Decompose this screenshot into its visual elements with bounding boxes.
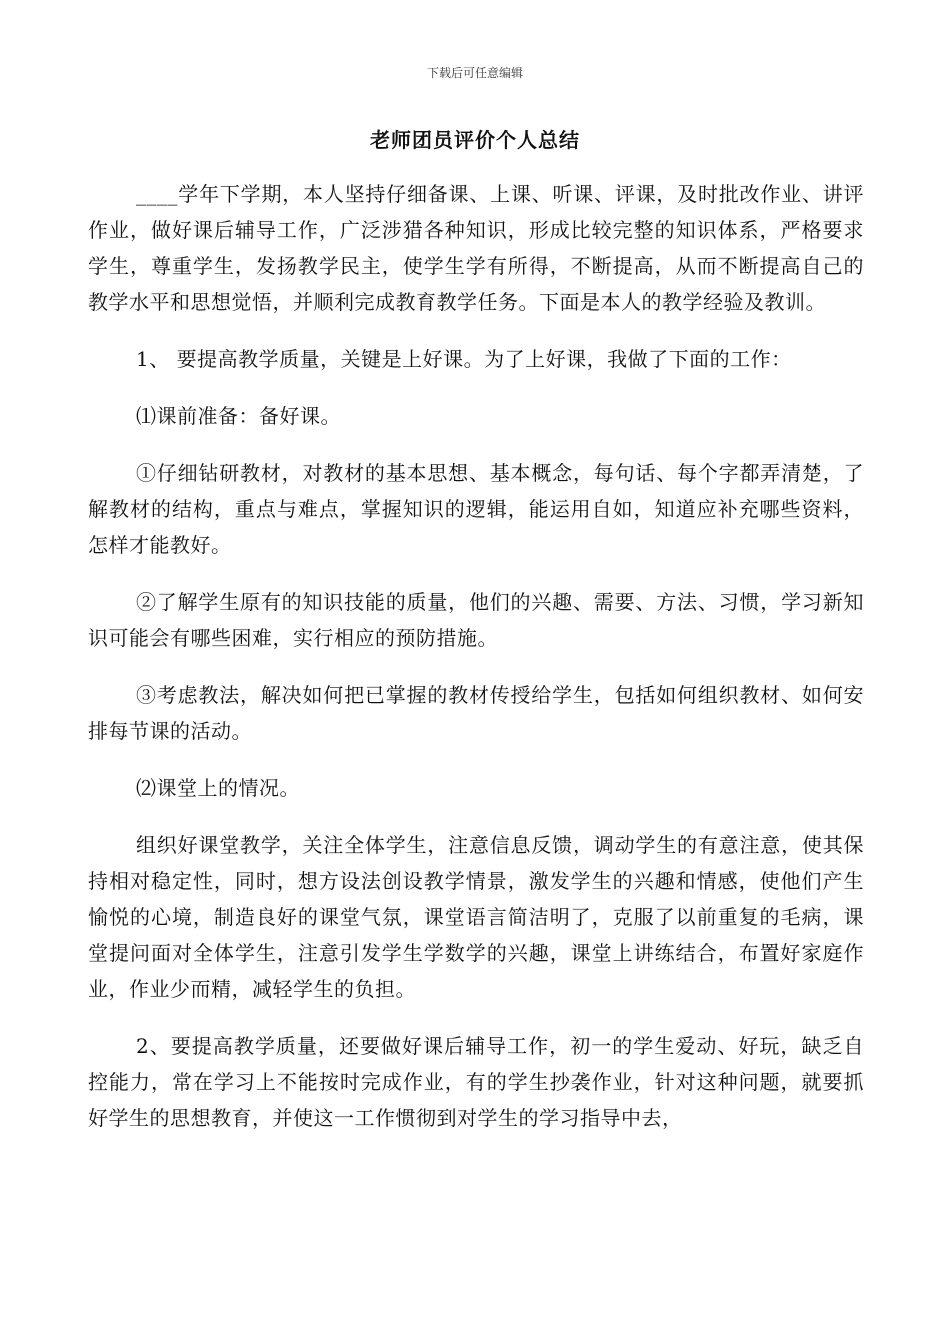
paragraph-point-1: 1、 要提高教学质量，关键是上好课。为了上好课，我做了下面的工作： xyxy=(136,347,792,371)
paragraph-subheading-2: ⑵课堂上的情况。 xyxy=(136,776,300,800)
paragraph-item-3: ③考虑教法，解决如何把已掌握的教材传授给学生，包括如何组织教材、如何安排每节课的活动。 xyxy=(88,683,864,743)
document-body xyxy=(88,176,864,1136)
paragraph-intro: ____学年下学期，本人坚持仔细备课、上课、听课、评课，及时批改作业、讲评作业，做好课后辅导工作，广泛涉猎各种知识，形成比较完整的知识体系，严格要求学生，尊重学生，发扬教学民主，使学生学有所得，不断提高，从而不断提高自己的教学水平和思想觉悟，并顺利完成教育教学任务。下面是本人的教学经验及教训。 xyxy=(88,182,864,314)
paragraph-classroom: 组织好课堂教学，关注全体学生，注意信息反馈，调动学生的有意注意，使其保持相对稳定性，同时，想方设法创设教学情景，激发学生的兴趣和情感，使他们产生愉悦的心境，制造良好的课堂气氛，课堂语言简洁明了，克服了以前重复的毛病，课堂提问面对全体学生，注意引发学生学数学的兴趣，课堂上讲练结合，布置好家庭作业，作业少而精，减轻学生的负担。 xyxy=(88,833,864,1001)
header-note: 下载后可任意编辑 xyxy=(426,66,523,80)
paragraph-point-2: 2、要提高教学质量，还要做好课后辅导工作，初一的学生爱动、好玩，缺乏自控能力，常在学习上不能按时完成作业，有的学生抄袭作业，针对这种问题，就要抓好学生的思想教育，并使这一工作惯彻到对学生的学习指导中去， xyxy=(88,1034,864,1130)
document-title: 老师团员评价个人总结 xyxy=(370,128,580,152)
paragraph-subheading-1: ⑴课前准备：备好课。 xyxy=(136,404,341,428)
paragraph-item-2: ②了解学生原有的知识技能的质量，他们的兴趣、需要、方法、习惯，学习新知识可能会有哪些困难，实行相应的预防措施。 xyxy=(88,590,864,650)
paragraph-item-1: ①仔细钻研教材，对教材的基本思想、基本概念，每句话、每个字都弄清楚，了解教材的结构，重点与难点，掌握知识的逻辑，能运用自如，知道应补充哪些资料，怎样才能教好。 xyxy=(88,461,864,557)
